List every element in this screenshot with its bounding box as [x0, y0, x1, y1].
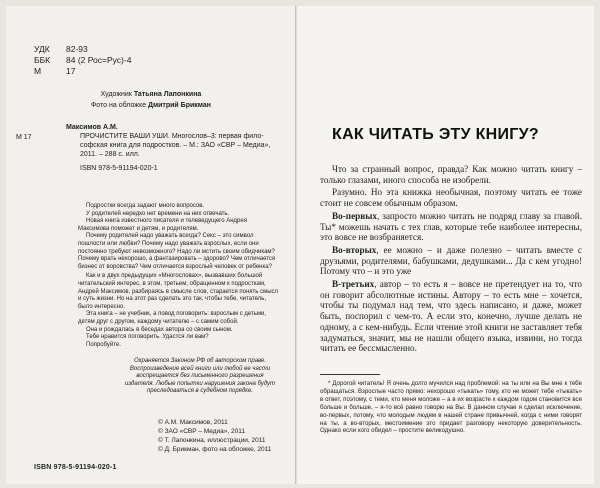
catalog-mark: М 17	[16, 134, 32, 141]
paragraph: Что за странный вопрос, правда? Как можно читать книгу – только глазами, иного способа не изобрели.	[320, 164, 582, 185]
copyright-line: © Т. Лапонкина, иллюстрации, 2011	[158, 437, 266, 444]
chapter-heading: КАК ЧИТАТЬ ЭТУ КНИГУ?	[332, 126, 539, 143]
catalog-line: ПРОЧИСТИТЕ ВАШИ УШИ. Многослов–3: первая фило-	[80, 133, 264, 140]
annotation-paragraph: Подростки всегда задают много вопросов.	[86, 203, 205, 209]
copyright-law-notice: Охраняется Законом РФ об авторском праве. Воспроизведение всей книги или любой ее части воспрещается без письменного разрешения издателя. Любые попытки нарушения закона будут преследоваться в судебном порядке.	[124, 358, 275, 395]
paragraph: Во-вторых, ее можно – и даже полезно – читать вместе с друзьями, родителями, бабушками, дедушками... Да с кем угодно! Потому что – и это уже	[320, 244, 582, 277]
bbk-row: ББК 84 (2 Рос=Рус)-4	[34, 55, 132, 65]
classification-block	[34, 44, 131, 77]
paragraph: Разумно. Но эта книжка необычная, поэтому читать ее тоже стоит не совсем обычным образом.	[320, 187, 582, 209]
annotation-paragraph: Почему родителей надо уважать всегда? Секс – это символ пошлости или любви? Почему надо уважать взрослых, если они постоянно требуют невозможного? Надо ли мстить своим обидчикам? Почему врать нехорошо, а фантазировать – здорово? Чем отличается бизнес от воровства? Чем отличается взрослый человек от ребенка?	[78, 233, 276, 270]
copyright-line: © А.М. Максимов, 2011	[158, 419, 228, 426]
annotation-paragraph: Эта книга – не учебник, а повод поговорить: взрослым с детьми, детям друг с другом, каждому читателю – с самим собой.	[78, 311, 267, 325]
paragraph-label: В-третьих	[332, 279, 375, 290]
paragraph-label: Во-вторых	[332, 244, 377, 255]
right-page	[298, 6, 594, 484]
annotation-paragraph: Тебе нравится поговорить. Удастся ли вам?	[86, 334, 209, 341]
author-mark-row: М 17	[34, 66, 76, 76]
udk-row: УДК 82-93	[34, 44, 88, 54]
copyright-list	[158, 418, 288, 454]
annotation-paragraph: Она и рождалась в беседах автора со своим сыном.	[86, 326, 233, 333]
annotation-paragraph: У родителей нередко нет времени на них отвечать.	[86, 210, 230, 217]
paragraph-label: Во-первых	[332, 210, 377, 221]
annotation-paragraph: Новая книга известного писателя и телеведущего Андрея Максимова поможет и детям, и родителям.	[78, 218, 247, 232]
isbn-bottom: ISBN 978-5-91194-020-1	[34, 464, 117, 471]
photo-credit: Фото на обложке Дмитрий Брикман	[90, 102, 211, 109]
left-page	[6, 6, 296, 484]
catalog-author: Максимов А.М.	[66, 124, 118, 131]
annotation-paragraph: Как и в двух предыдущих «Многословах», вызвавших большой читательский интерес, в этом, третьем, обращенном к подросткам, Андрей Максимов, разбираясь в смысле слов, старается понять смысл и суть жизни. Но на этот раз сделать это так, чтобы тебе, читатель, было интересно.	[78, 273, 279, 310]
footnote: * Дорогой читатель! Я очень долго мучился над проблемой: на ты или на Вы мне к тебе обращаться. Взрослые часто прямо: нехорошо «тыкать» тому, кто не может тебе «тыкать» в ответ, поэтому, с теми, кто меня моложе – а в их возрасте к каждом годом становится все больше и больше, – я-то всё равно говорю на Вы. В данном случае я сделал исключение, во-первых, потому, что молодым людям в нашей стране привычней, когда с ними говорят на ты, а во-вторых, местоимение это придает разговору некоторую доверительность. Однако если кого обидел – простите великодушно.	[320, 380, 582, 435]
paragraph: В-третьих, автор – то есть я – вовсе не претендует на то, что он говорит абсолютные истины. Автору – то есть мне – хочется, чтобы ты подумал над тем, что здесь написано, и даже, может быть, поспорил с чем-то. А если это, конечно, лучше делать не одному, а с кем-нибудь. Если чтение этой книги не заставляет тебя задуматься, значит, мы не нашли общего языка, извини, но тогда читать ее бессмысленно.	[320, 279, 582, 354]
catalog-line: софская книга для подростков. – М.: ЗАО «СВР – Медиа»,	[80, 142, 271, 149]
paragraph: Во-первых, запросто можно читать не подряд главу за главой. Ты* можешь начать с тех глав, которые тебе наиболее интересны, это вовсе не возбраняется.	[320, 210, 582, 243]
illustrator-credit: Художник Татьяна Лапонкина	[100, 91, 202, 98]
annotation	[78, 203, 278, 349]
isbn-top: ISBN 978-5-91194-020-1	[80, 165, 158, 172]
catalog-line: 2011. – 288 с. илл.	[80, 151, 140, 158]
footnote-divider	[320, 374, 380, 375]
catalog-record	[16, 123, 286, 173]
annotation-paragraph: Попробуйте.	[86, 341, 121, 348]
chapter-text	[320, 164, 582, 356]
copyright-line: © Д. Брикман, фото на обложке, 2011	[158, 446, 272, 453]
copyright-line: © ЗАО «СВР – Медиа», 2011	[158, 428, 245, 435]
